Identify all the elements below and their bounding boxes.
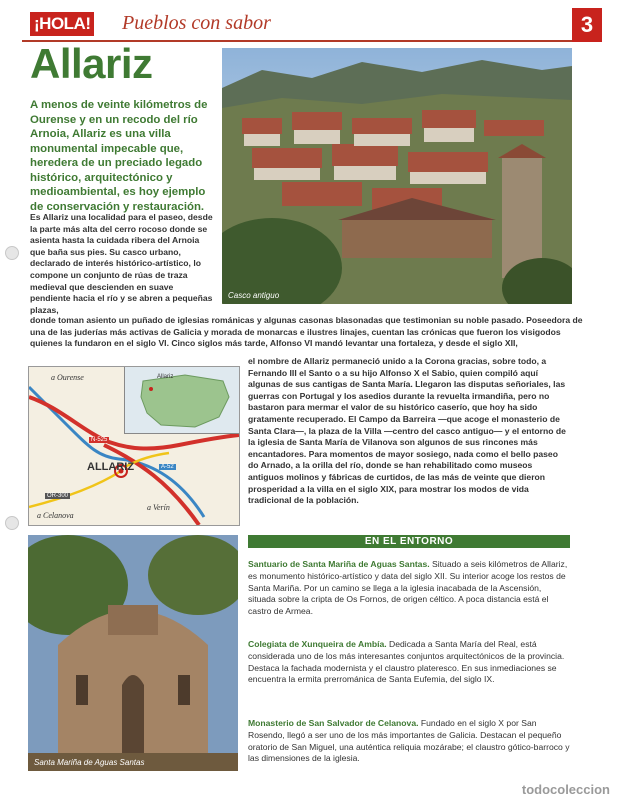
section-heading-entorno: EN EL ENTORNO [248, 535, 570, 548]
road-a52: A-52 [161, 464, 174, 470]
body-paragraph-2: donde toman asiento un puñado de iglesias románicas y algunas casonas blasonadas que testimonian su noble pasado. Poseedora de una de las juderías más activas de Galicia y morada de monarcas e ilustres linajes, cuentan las crónicas que fueron los visigodos quienes la fundaron en el siglo VI. Cinco siglos más tarde, Alfonso VI mandó levantar una fortaleza, y desde el siglo XII, [30, 315, 583, 349]
location-map [28, 366, 240, 526]
entry-3-name: Monasterio de San Salvador de Celanova. [248, 718, 419, 728]
body-paragraph-1: Es Allariz una localidad para el paseo, desde la parte más alta del cerro rocoso donde se asienta hasta la cuidada ribera del Arnoia que baña sus pies. Su casco urbano, declarado de interés histórico-artístico, lo compone un conjunto de rúas de traza medieval que descienden en suave pendiente hacia el río y se abren a pequeñas plazas, [30, 212, 213, 315]
map-label-ourense: a Ourense [51, 373, 84, 382]
page-title: Allariz [30, 40, 153, 87]
map-label-verin: a Verín [147, 503, 170, 512]
entorno-entry-2 [248, 639, 570, 686]
bottom-photo-caption: Santa Mariña de Aguas Santas [34, 758, 145, 767]
body-paragraph-3: el nombre de Allariz permaneció unido a la Corona gracias, sobre todo, a Fernando III el Santo o a su hijo Alfonso X el Sabio, quien compiló aquí algunas de sus cantigas de Santa María. Llegaron las disputas señoriales, las guerras con Portugal y los asedios durante la revuelta irmandiña, pero no bastaron para mermar el valor de su histórico caserío, que hoy ha sido gratamente recuperado. El Campo da Barreira —que acoge el monasterio de Santa Clara—, la plaza de la Villa —centro del casco antiguo— y el entorno de la iglesia de Santa María de Vilanova son algunos de sus rincones más encantadores. Para momentos de mayor sosiego, nada como el bello paseo do Arnado, a la orilla del río, donde se han rehabilitado como museos antiguos molinos y fábricas de curtidos, de las más de veinte que dieron prosperidad a la villa en el siglo XIX, para mostrar los modos de vida tradicional de la población. [248, 356, 566, 506]
spain-inset-map [124, 367, 240, 434]
lead-paragraph: A menos de veinte kilómetros de Ourense y en un recodo del río Arnoia, Allariz es una villa monumental impecable que, heredera de un preciado legado histórico, arquitectónico y medioambiental, es hoy ejemplo de conservación y restauración. [30, 99, 208, 213]
old-town-photo [222, 48, 572, 304]
series-title: Pueblos con sabor [122, 12, 271, 34]
entry-3-text: Fundado en el siglo X por San Rosendo, llegó a ser uno de los más importantes de Galicia. Destacan el pequeño oratorio de San Miguel, una auténtica reliquia mozárabe; el claustro gótico-barroco y las dimensiones de la iglesia. [248, 718, 570, 764]
spain-silhouette [125, 367, 240, 433]
map-label-town: ALLARIZ [87, 461, 135, 473]
road-n525: N-525 [91, 437, 108, 443]
entry-1-text: Situado a seis kilómetros de Allariz, es monumento histórico-artístico y data del siglo XII. Su interior acoge los restos de Santa Mariña. Por un camino se llega a la iglesia inacabada de la Ascensión, situada sobre la cripta de Os Fornos, de origen céltico. A poca distancia está el castro de Armea. [248, 559, 568, 617]
issue-number: 3 [572, 8, 602, 42]
entorno-entry-1 [248, 559, 570, 618]
old-town-image [222, 48, 572, 304]
road-or300: OR-300 [47, 493, 69, 499]
entry-2-text: Dedicada a Santa María del Real, está considerada uno de los más interesantes conjuntos arquitectónicos de la provincia. Destaca la fachada modernista y el claustro plateresco. En sus inmediaciones se encuentra la ermita prerrománica de Santa Eufemia, del siglo IX. [248, 639, 565, 685]
binder-hole-top [5, 246, 19, 260]
top-photo-caption: Casco antiguo [228, 291, 280, 300]
page-header [22, 8, 602, 42]
inset-town-label: Allariz [157, 374, 174, 380]
entry-1-name: Santuario de Santa Mariña de Aguas Santas. [248, 559, 430, 569]
church-photo [28, 535, 238, 771]
entorno-entry-3 [248, 718, 570, 765]
map-label-celanova: a Celanova [37, 511, 74, 520]
entry-2-name: Colegiata de Xunqueira de Ambía. [248, 639, 387, 649]
brand-logo: ¡HOLA! [30, 12, 94, 36]
watermark: todocoleccion [521, 782, 610, 797]
church-image [28, 535, 238, 771]
binder-hole-bottom [5, 516, 19, 530]
